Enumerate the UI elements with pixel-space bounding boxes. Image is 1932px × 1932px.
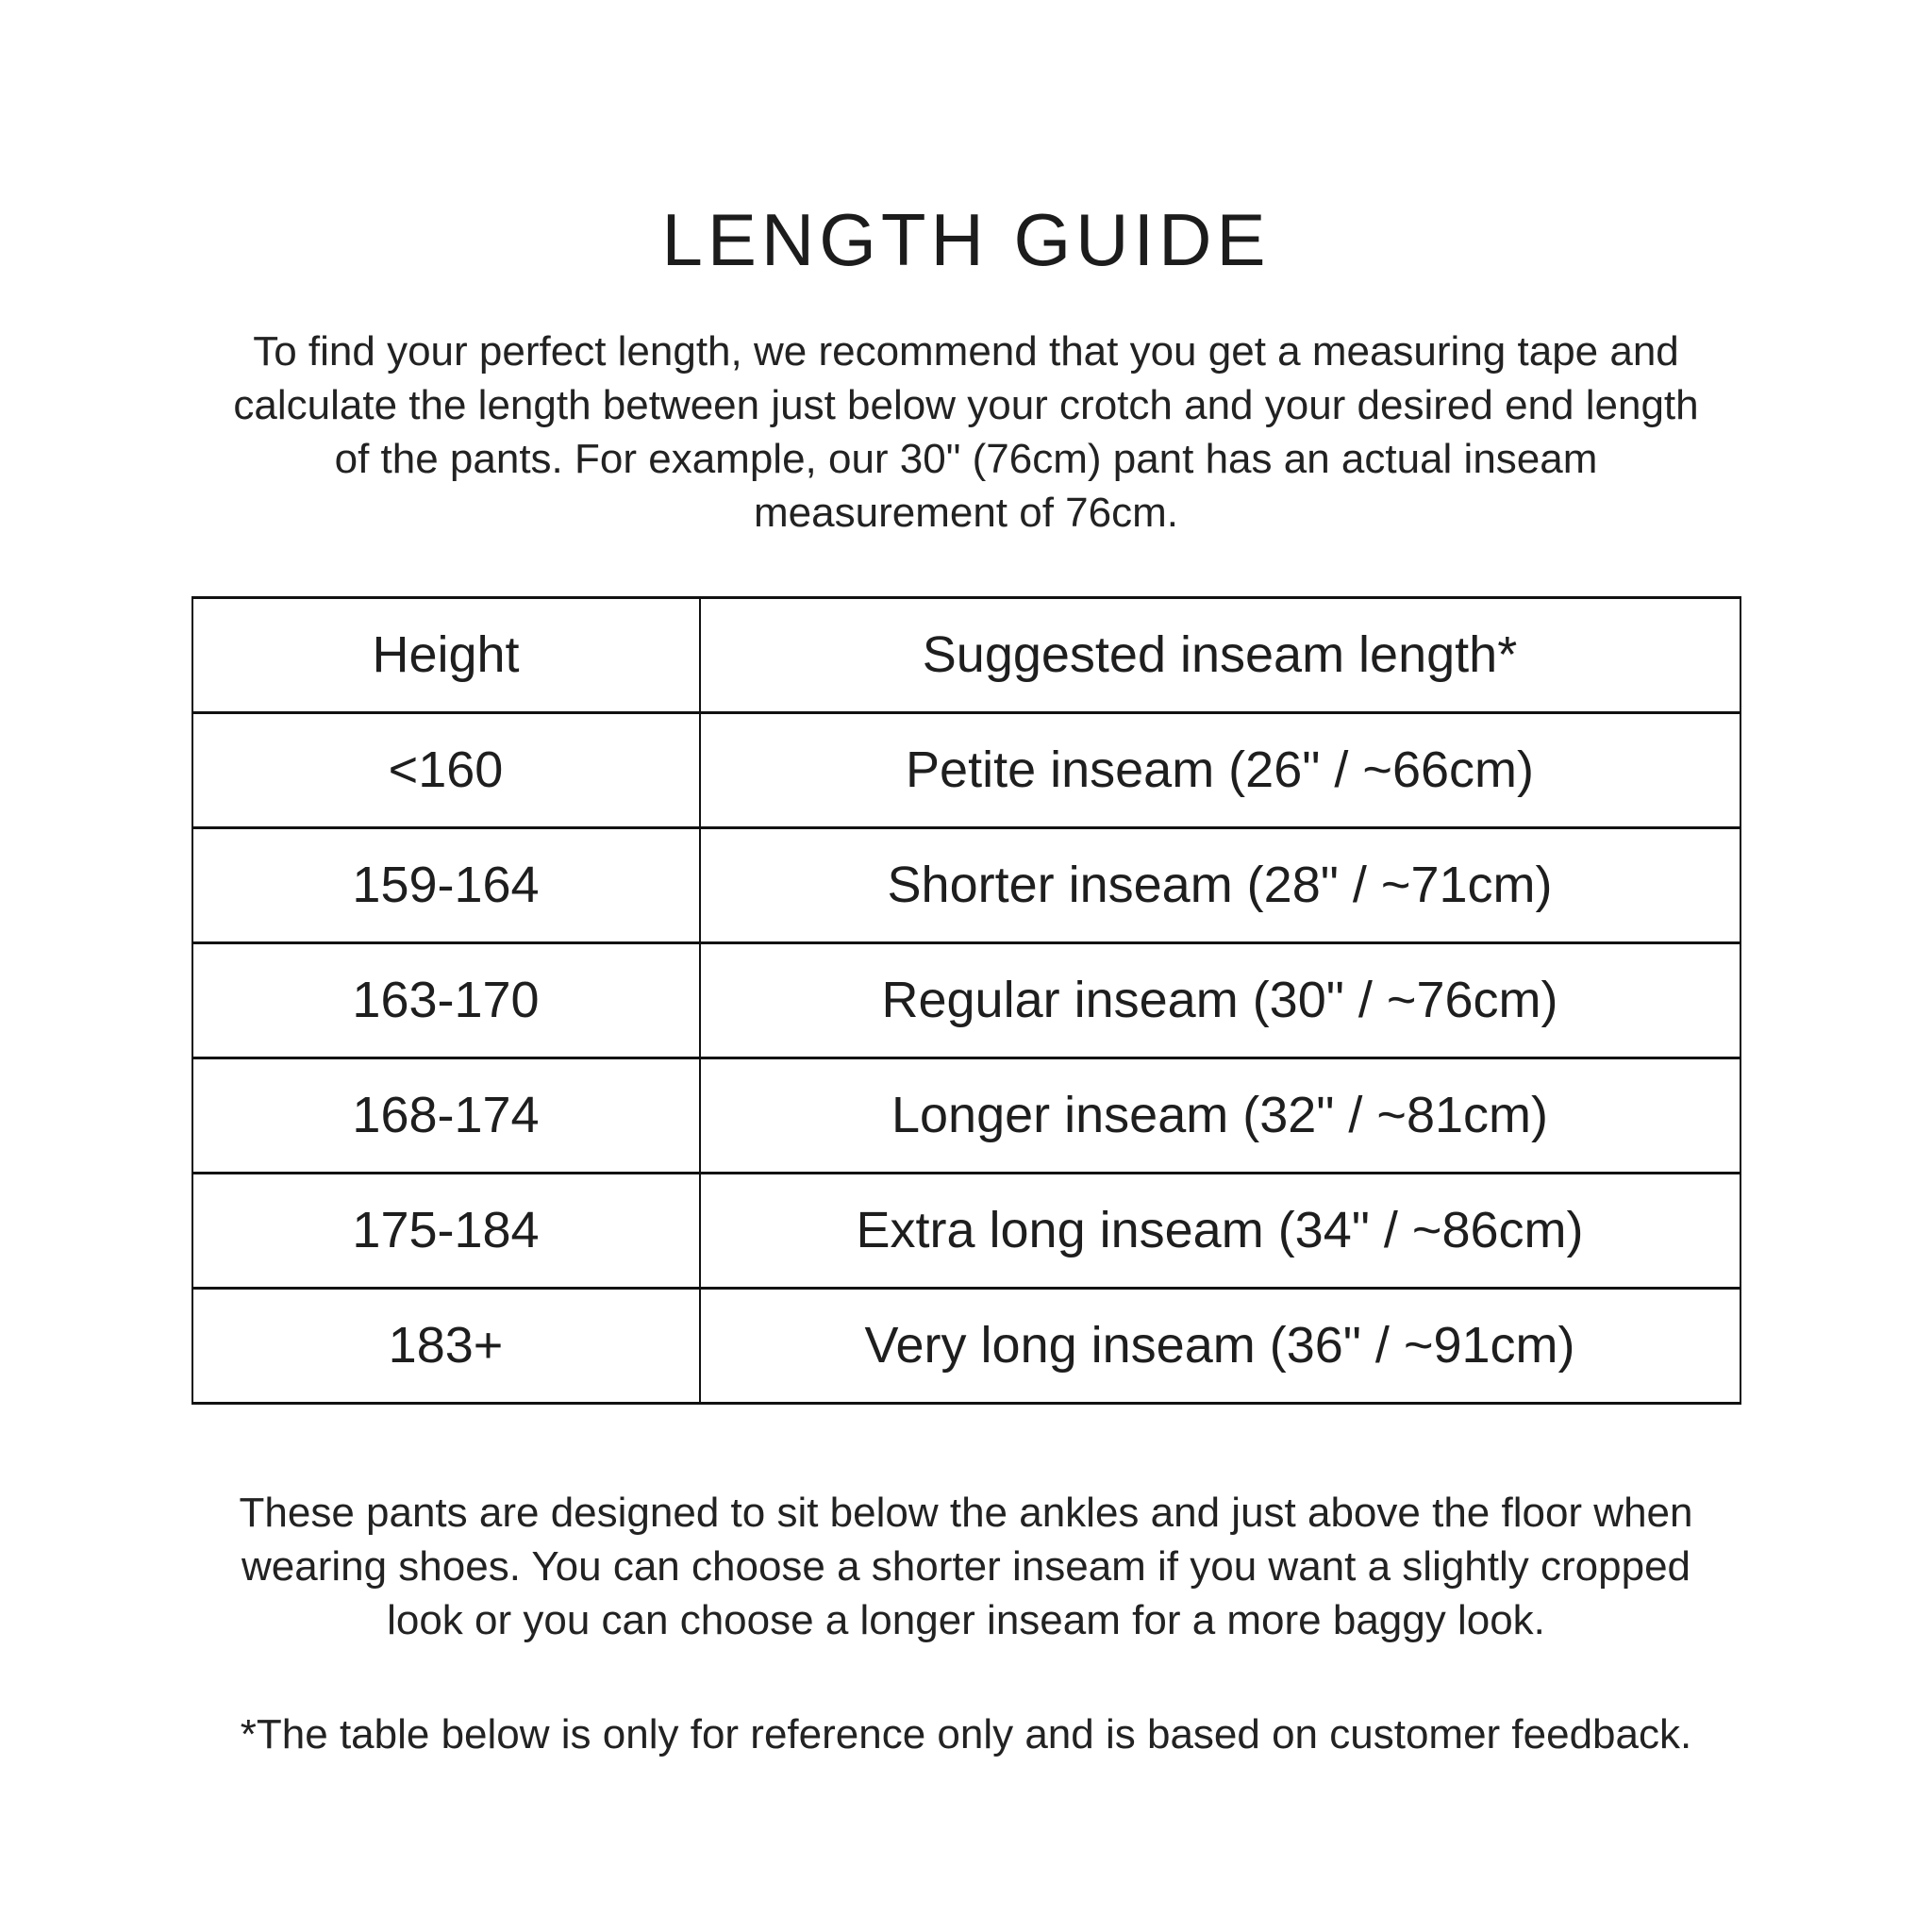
intro-line: To find your perfect length, we recommend that you get a measuring tape and [253,327,1679,375]
cell-height: <160 [192,712,700,827]
intro-paragraph [0,325,1932,540]
table-row [192,1288,1740,1403]
table-row [192,712,1740,827]
cell-inseam: Shorter inseam (28" / ~71cm) [700,827,1740,942]
cell-height: 163-170 [192,942,700,1058]
cell-height: 159-164 [192,827,700,942]
cell-inseam: Petite inseam (26" / ~66cm) [700,712,1740,827]
fit-note-paragraph [0,1486,1932,1647]
table-row [192,827,1740,942]
cell-inseam: Extra long inseam (34" / ~86cm) [700,1173,1740,1288]
intro-line: measurement of 76cm. [754,489,1178,536]
page-title: LENGTH GUIDE [661,198,1271,281]
cell-inseam: Longer inseam (32" / ~81cm) [700,1058,1740,1173]
note-line: look or you can choose a longer inseam for a more baggy look. [387,1596,1545,1643]
intro-line: of the pants. For example, our 30" (76cm) pant has an actual inseam [334,435,1598,482]
reference-footnote: *The table below is only for reference only and is based on customer feedback. [240,1710,1692,1757]
header-cell-inseam: Suggested inseam length* [700,597,1740,712]
cell-inseam: Very long inseam (36" / ~91cm) [700,1288,1740,1403]
cell-height: 175-184 [192,1173,700,1288]
table-header-row [192,597,1740,712]
note-line: These pants are designed to sit below the ankles and just above the floor when [239,1489,1693,1536]
cell-inseam: Regular inseam (30" / ~76cm) [700,942,1740,1058]
length-guide-table [192,596,1741,1405]
table-row [192,1058,1740,1173]
table-row [192,1173,1740,1288]
header-cell-height: Height [192,597,700,712]
cell-height: 168-174 [192,1058,700,1173]
cell-height: 183+ [192,1288,700,1403]
table-row [192,942,1740,1058]
note-line: wearing shoes. You can choose a shorter inseam if you want a slightly cropped [241,1542,1691,1590]
intro-line: calculate the length between just below your crotch and your desired end length [233,381,1699,428]
